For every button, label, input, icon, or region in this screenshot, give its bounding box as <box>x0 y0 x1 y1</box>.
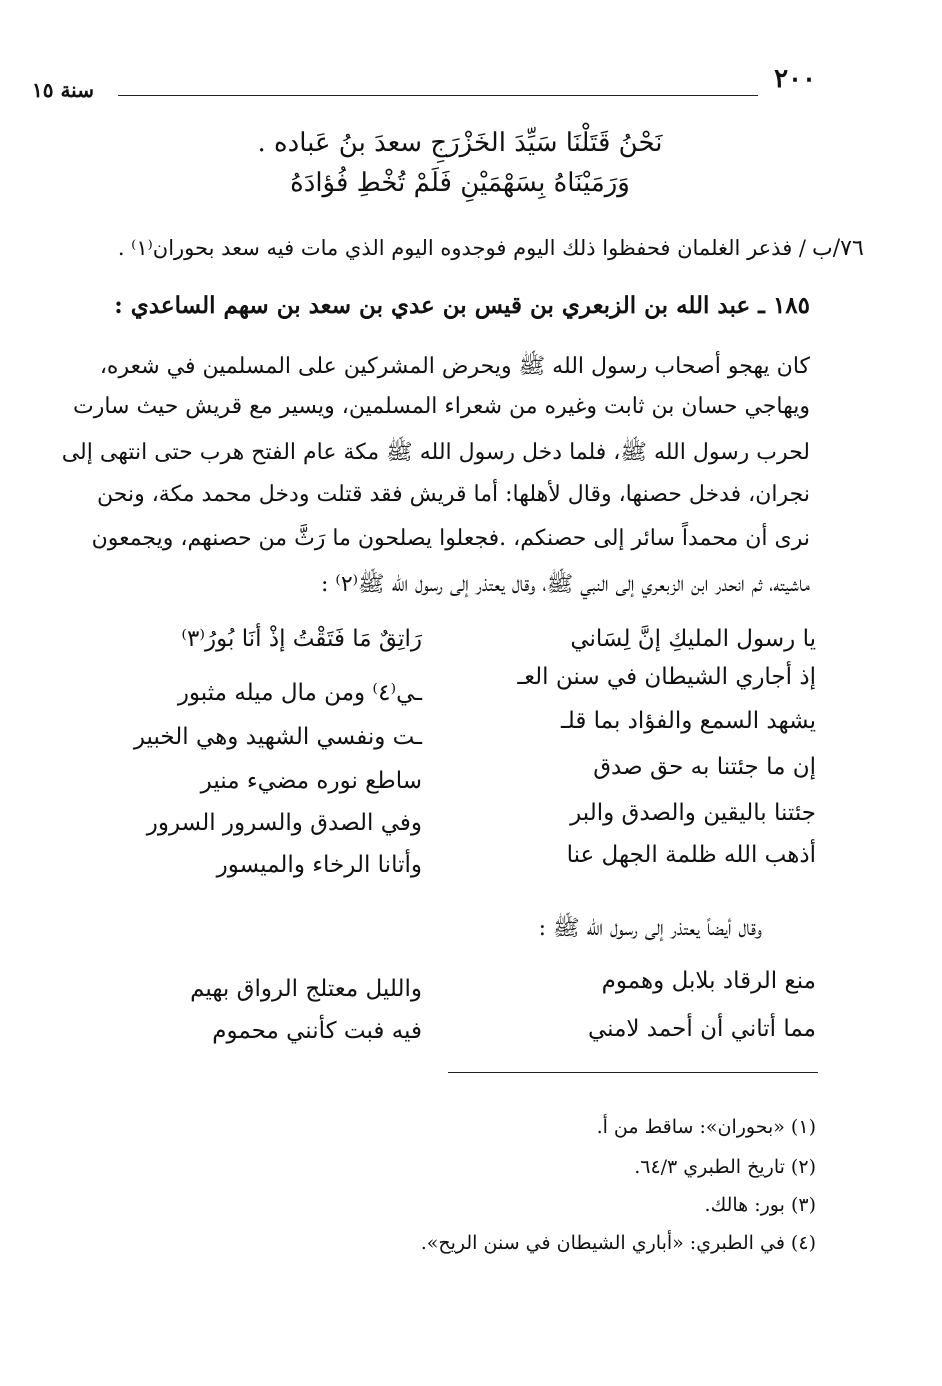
poem1-right-hemistich: يشهد السمع والفؤاد بما قلـ <box>561 708 816 734</box>
poem1-left-hemistich: ـت ونفسي الشهيد وهي الخبير <box>133 724 422 750</box>
entry-line: كان يهجو أصحاب رسول الله ﷺ ويحرض المشركين على المسلمين في شعره، <box>99 354 810 379</box>
poem2-right-hemistich: مما أتاني أن أحمد لامني <box>587 1016 816 1042</box>
poem1-left-hemistich: ـي⁽٤⁾ ومن مال ميله مثبور <box>177 680 422 706</box>
narrative-line: / فذعر الغلمان فحفظوا ذلك اليوم فوجدوه اليوم الذي مات فيه سعد بحوران⁽١⁾ . <box>117 236 806 260</box>
footnote: (٢) تاريخ الطبري ٦٤/٣. <box>634 1156 816 1178</box>
poem1-left-hemistich: وفي الصدق والسرور السرور <box>146 810 422 836</box>
footnote: (٤) في الطبري: «أباري الشيطان في سنن الريح». <box>420 1232 816 1254</box>
poem1-right-hemistich: يا رسول المليكِ إنَّ لِسَاني <box>570 626 816 652</box>
entry-line: ماشيته، ثم انحدر ابن الزبعري إلى النبي ﷺ، وقال يعتذر إلى رسول الله ﷺ⁽٢⁾ : <box>321 572 810 597</box>
second-poem-intro: وقال أيضاً يعتذر إلى رسول الله ﷺ : <box>538 916 762 941</box>
poem1-left-hemistich: ساطع نوره مضيء منير <box>200 768 422 794</box>
entry-line: ويهاجي حسان بن ثابت وغيره من شعراء المسلمين، ويسير مع قريش حيث سارت <box>73 394 810 419</box>
poem2-right-hemistich: منع الرقاد بلابل وهموم <box>601 968 816 994</box>
footnote: (١) «بحوران»: ساقط من أ. <box>596 1116 816 1138</box>
page-number: ٢٠٠ <box>774 64 816 94</box>
header-rule <box>118 95 758 96</box>
poem2-left-hemistich: والليل معتلج الرواق بهيم <box>190 976 422 1002</box>
entry-line: لحرب رسول الله ﷺ، فلما دخل رسول الله ﷺ مكة عام الفتح هرب حتى انتهى إلى <box>61 440 810 465</box>
entry-line: نجران، فدخل حصنها، وقال لأهلها: أما قريش فقد قتلت ودخل محمد مكة، ونحن <box>97 482 810 507</box>
poem1-right-hemistich: إن ما جئتنا به حق صدق <box>593 754 816 780</box>
poem1-left-hemistich: وأتانا الرخاء والميسور <box>216 852 422 878</box>
entry-heading: ١٨٥ ـ عبد الله بن الزبعري بن قيس بن عدي بن سعد بن سهم الساعدي : <box>114 292 810 319</box>
entry-line: نرى أن محمداً سائر إلى حصنكم، .فجعلوا يصلحون ما رَثَّ من حصنهم، ويجمعون <box>91 526 810 551</box>
footnote: (٣) بور: هالك. <box>704 1194 816 1216</box>
opening-verse-line-2: وَرَمَيْنَاهُ بِسَهْمَيْنِ فَلَمْ تُخْطِ فُؤادَهُ <box>290 168 630 198</box>
manuscript-folio-ref: ٧٦/ب <box>812 236 864 261</box>
poem1-right-hemistich: إذ أجاري الشيطان في سنن العـ <box>517 664 816 690</box>
footnote-separator <box>448 1072 818 1073</box>
poem1-right-hemistich: جئتنا باليقين والصدق والبر <box>570 800 816 826</box>
running-header-year: سنة ١٥ <box>32 78 94 102</box>
poem1-right-hemistich: أذهب الله ظلمة الجهل عنا <box>566 842 816 868</box>
poem1-left-hemistich: رَاتِقٌ مَا فَتَقْتُ إذْ أنَا بُورُ⁽٣⁾ <box>181 626 422 652</box>
opening-verse-line-1: نَحْنُ قَتَلْنَا سَيِّدَ الخَزْرَجِ سعدَ بنُ عَباده . <box>257 128 663 158</box>
poem2-left-hemistich: فيه فبت كأنني محموم <box>212 1018 422 1044</box>
